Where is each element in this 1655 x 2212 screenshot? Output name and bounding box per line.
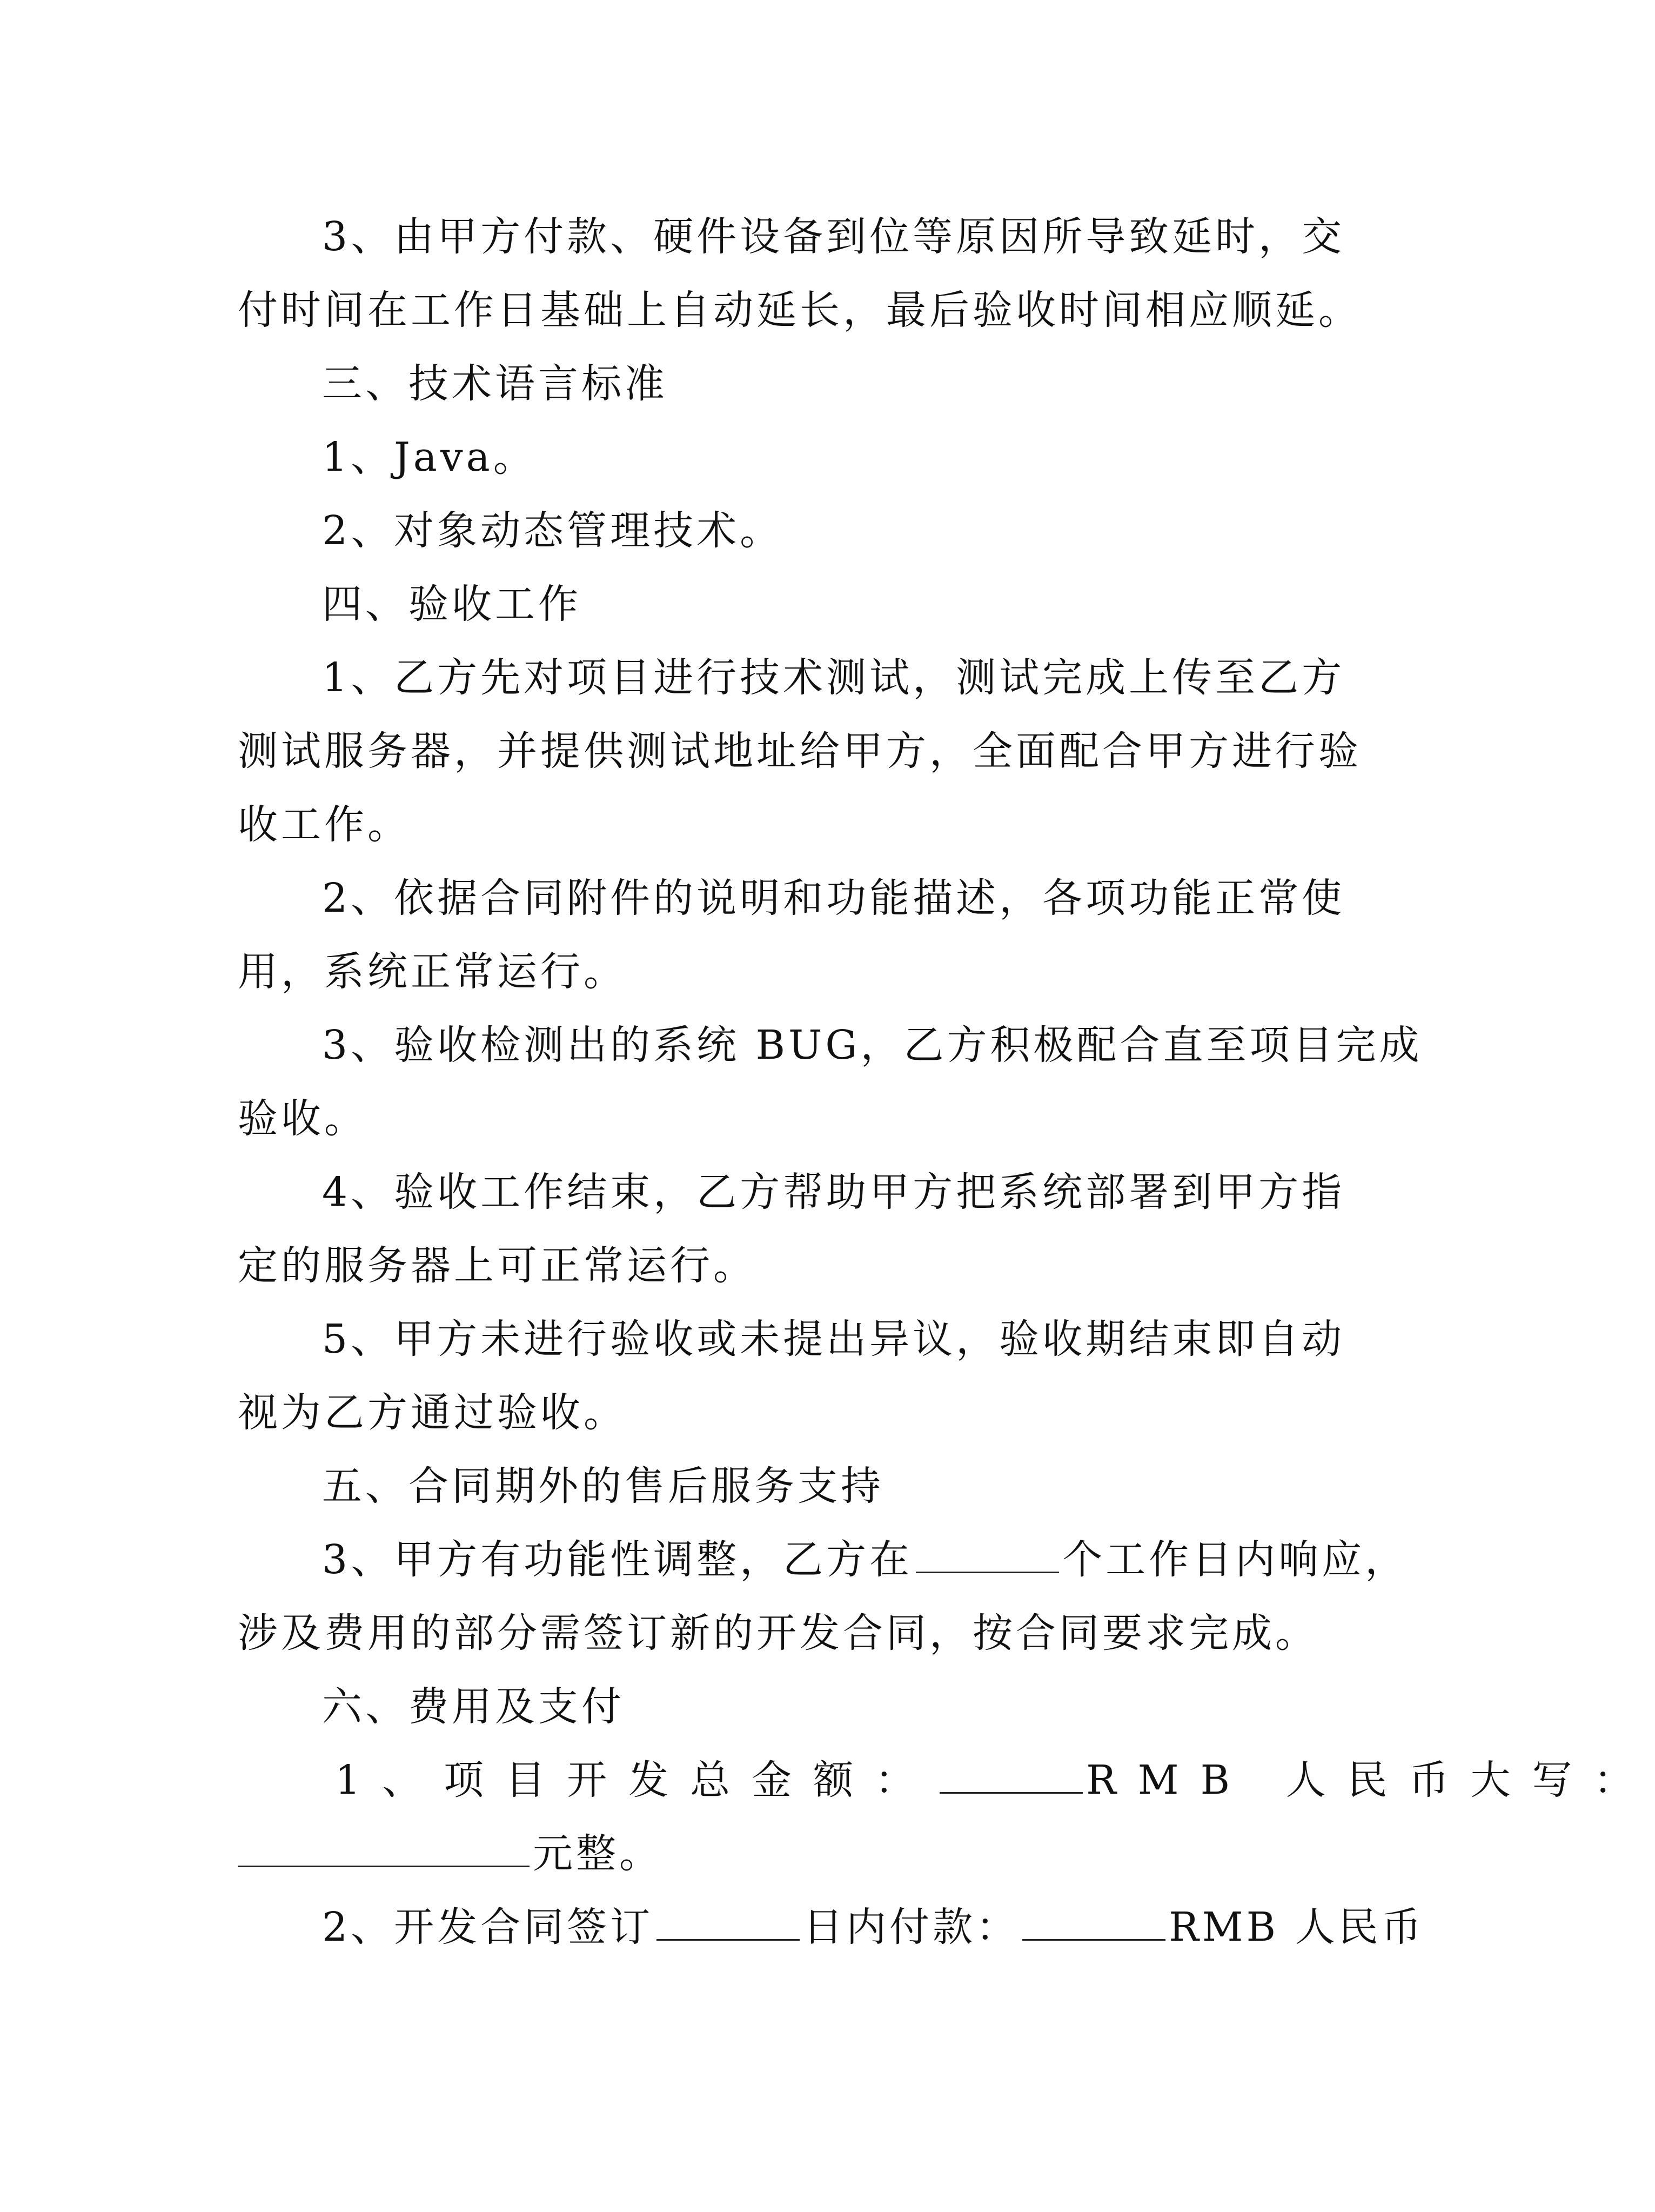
blank-field-days xyxy=(916,1539,1059,1573)
text-line: 3、由甲方付款、硬件设备到位等原因所导致延时，交 xyxy=(322,213,1345,260)
blank-field-sign-days xyxy=(656,1907,800,1941)
acceptance-item-4-cont: 定的服务器上可正常运行。 xyxy=(238,1242,756,1289)
text-line: 付时间在工作日基础上自动延长，最后验收时间相应顺延。 xyxy=(238,287,1362,333)
acceptance-item-3: 3、验收检测出的系统 BUG，乙方积极配合直至项目完成 xyxy=(322,1022,1423,1068)
item-object-management: 2、对象动态管理技术。 xyxy=(322,507,783,554)
item-java: 1、Java。 xyxy=(322,434,537,480)
fee-item-1-cont: 元整。 xyxy=(238,1817,1335,1890)
acceptance-item-4: 4、验收工作结束，乙方帮助甲方把系统部署到甲方指 xyxy=(322,1169,1345,1215)
blank-field-payment xyxy=(1022,1907,1165,1941)
after-sales-item-3: 3、甲方有功能性调整，乙方在 个工作日内响应， xyxy=(322,1536,1409,1583)
acceptance-item-5: 5、甲方未进行验收或未提出异议，验收期结束即自动 xyxy=(322,1316,1345,1362)
after-sales-item-3-cont: 涉及费用的部分需签订新的开发合同，按合同要求完成。 xyxy=(238,1610,1318,1656)
paragraph-delay-cont xyxy=(238,273,1362,347)
heading-tech-language: 三、技术语言标准 xyxy=(322,360,668,407)
acceptance-item-1-cont: 测试服务器，并提供测试地址给甲方，全面配合甲方进行验 收工作。 xyxy=(238,728,1362,848)
acceptance-item-1: 1、乙方先对项目进行技术测试，测试完成上传至乙方 xyxy=(322,654,1345,701)
fee-item-1: 1、项目开发总金额： RMB 人民币大写： xyxy=(335,1757,1655,1803)
blank-field-amount-words xyxy=(238,1833,530,1867)
blank-field-amount xyxy=(940,1760,1083,1794)
acceptance-item-2: 2、依据合同附件的说明和功能描述，各项功能正常使 xyxy=(322,875,1345,921)
acceptance-item-2-cont: 用，系统正常运行。 xyxy=(238,948,627,995)
heading-acceptance: 四、验收工作 xyxy=(322,581,581,627)
acceptance-item-3-cont: 验收。 xyxy=(238,1095,367,1142)
heading-after-sales: 五、合同期外的售后服务支持 xyxy=(322,1463,884,1509)
fee-item-2: 2、开发合同签订 日内付款： RMB 人民币 xyxy=(322,1904,1425,1950)
acceptance-item-5-cont: 视为乙方通过验收。 xyxy=(238,1389,627,1436)
heading-fees: 六、费用及支付 xyxy=(322,1683,625,1730)
paragraph-delay xyxy=(238,200,1345,273)
